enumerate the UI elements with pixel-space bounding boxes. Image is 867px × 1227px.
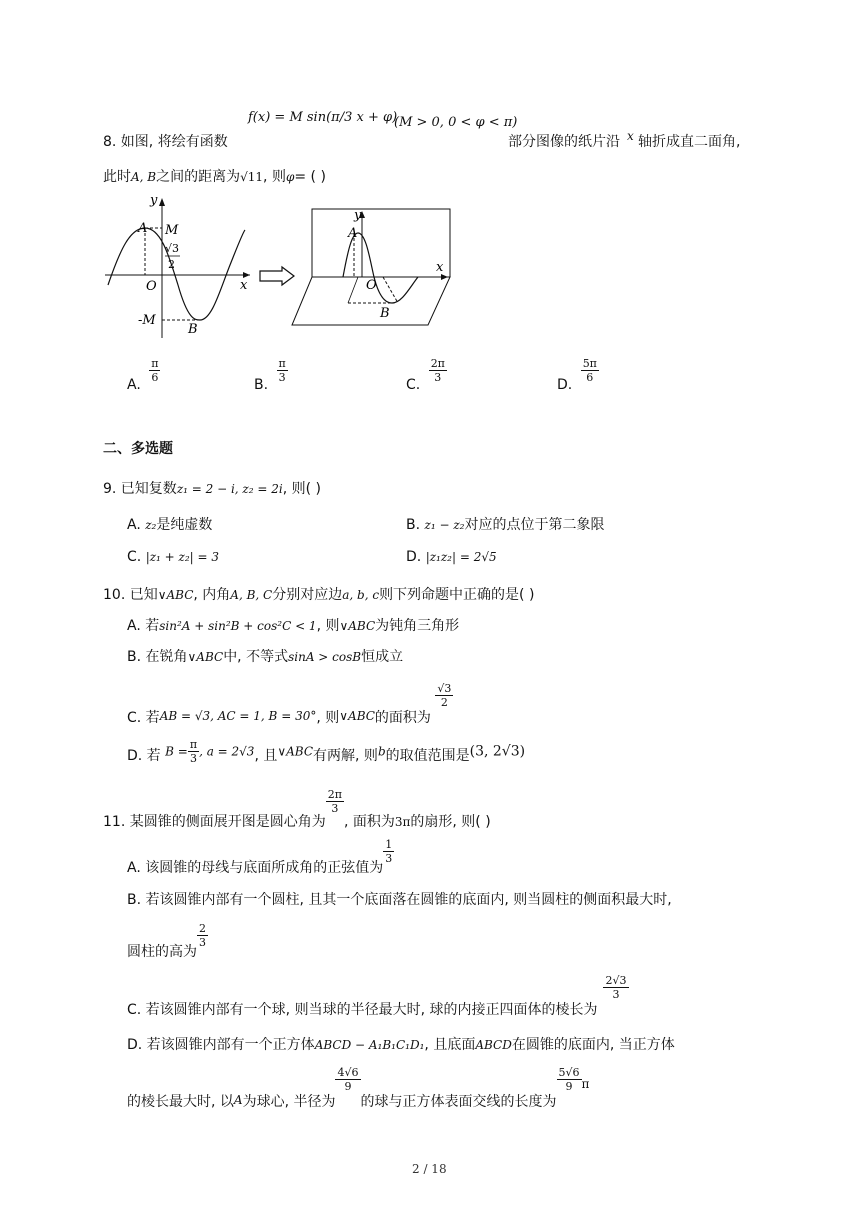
- q9-stem: 9. 已知复数z₁ = 2 − i, z₂ = 2i, 则( ): [103, 481, 321, 497]
- q9-option-b[interactable]: B. z₁ − z₂对应的点位于第二象限: [406, 517, 605, 533]
- q11-option-d-line2[interactable]: 的棱长最大时, 以A为球心, 半径为 $\frac{4√6}{9}$ 的球与正方体表面交线的长度为 $\frac{5√6}{9}$ π: [127, 1066, 590, 1110]
- fig2-dash-diag: [383, 277, 398, 303]
- q8-x-var: x: [627, 129, 634, 143]
- fig1-negM: -M: [138, 313, 156, 328]
- q8-graph-figure: [100, 190, 260, 340]
- q8-condition: (M > 0, 0 < φ < π): [394, 115, 518, 130]
- q11-option-a[interactable]: A. 该圆锥的母线与底面所成角的正弦值为 $\frac{1}{3}$: [127, 838, 393, 876]
- vertical-plane: [312, 209, 450, 277]
- fig1-A: A: [138, 221, 148, 236]
- q8-function: f(x) = M sin(π/3 x + φ): [248, 110, 398, 125]
- fig2-y: y: [354, 208, 362, 223]
- q10-option-a[interactable]: A. 若sin²A + sin²B + cos²C < 1, 则∨ABC为钝角三角形: [127, 618, 460, 634]
- fig1-M: M: [165, 223, 179, 238]
- fig2-B: B: [380, 306, 390, 321]
- q8-option-c[interactable]: C. $\frac{2\pi}{3}$: [406, 357, 445, 393]
- q11-option-d-line1[interactable]: D. 若该圆锥内部有一个正方体ABCD − A₁B₁C₁D₁, 且底面ABCD在圆锥的底面内, 当正方体: [127, 1037, 675, 1053]
- q8-option-b[interactable]: B. $\frac{\pi}{3}$: [254, 357, 286, 393]
- fig2-x: x: [436, 260, 444, 275]
- fig1-two: 2: [168, 258, 175, 271]
- fig2-A: A: [348, 226, 358, 241]
- fig1-sqrt3: √3: [165, 242, 180, 255]
- q9-option-c[interactable]: C. |z₁ + z₂| = 3: [127, 549, 220, 565]
- q8-line1-suffix: 部分图像的纸片沿: [508, 134, 620, 150]
- fig2-O: O: [366, 278, 377, 293]
- q8-line1-prefix: 8. 如图, 将绘有函数: [103, 134, 228, 150]
- q10-option-c[interactable]: C. 若AB = √3, AC = 1, B = 30°, 则∨ABC的面积为 $\frac{√3}{2}$: [127, 682, 452, 726]
- q8-option-a[interactable]: A. $\frac{\pi}{6}$: [127, 357, 159, 393]
- q11-option-b-line2[interactable]: 圆柱的高为 $\frac{2}{3}$: [127, 922, 206, 960]
- q8-line2: 此时A, B之间的距离为√11, 则φ= ( ): [103, 169, 326, 185]
- q10-stem: 10. 已知∨ABC, 内角A, B, C分别对应边a, b, c则下列命题中正确的是( ): [103, 587, 535, 603]
- q8-option-d[interactable]: D. $\frac{5\pi}{6}$: [557, 357, 597, 393]
- y-axis-arrow-icon: [159, 198, 165, 206]
- q9-option-a[interactable]: A. z₂是纯虚数: [127, 517, 213, 533]
- fig1-y: y: [150, 193, 158, 208]
- q9-option-d[interactable]: D. |z₁z₂| = 2√5: [406, 549, 497, 565]
- q8-folded-figure: [288, 205, 458, 330]
- q8-line1-suffix2: 轴折成直二面角,: [638, 134, 741, 150]
- q11-option-c[interactable]: C. 若该圆锥内部有一个球, 则当球的半径最大时, 球的内接正四面体的棱长为 $\frac{2√3}{3}$: [127, 974, 627, 1018]
- section-title-multi-choice: 二、多选题: [103, 441, 173, 457]
- fig1-B: B: [188, 322, 198, 337]
- q10-option-d[interactable]: D. 若 B = $\frac{\pi}{3}$ , a = 2√3, 且∨ABC有两解, 则b的取值范围是(3, 2√3): [127, 738, 526, 765]
- q11-stem: 11. 某圆锥的侧面展开图是圆心角为 $\frac{2\pi}{3}$ , 面积为3π的扇形, 则( ): [103, 788, 491, 830]
- fig2-proj-line: [348, 277, 358, 303]
- page-number: 2 / 18: [412, 1162, 447, 1176]
- fig1-x: x: [240, 278, 248, 293]
- q10-option-b[interactable]: B. 在锐角∨ABC中, 不等式sinA > cosB恒成立: [127, 649, 404, 665]
- fig1-O: O: [146, 279, 157, 294]
- q11-option-b-line1[interactable]: B. 若该圆锥内部有一个圆柱, 且其一个底面落在圆锥的底面内, 则当圆柱的侧面积最大时,: [127, 892, 672, 908]
